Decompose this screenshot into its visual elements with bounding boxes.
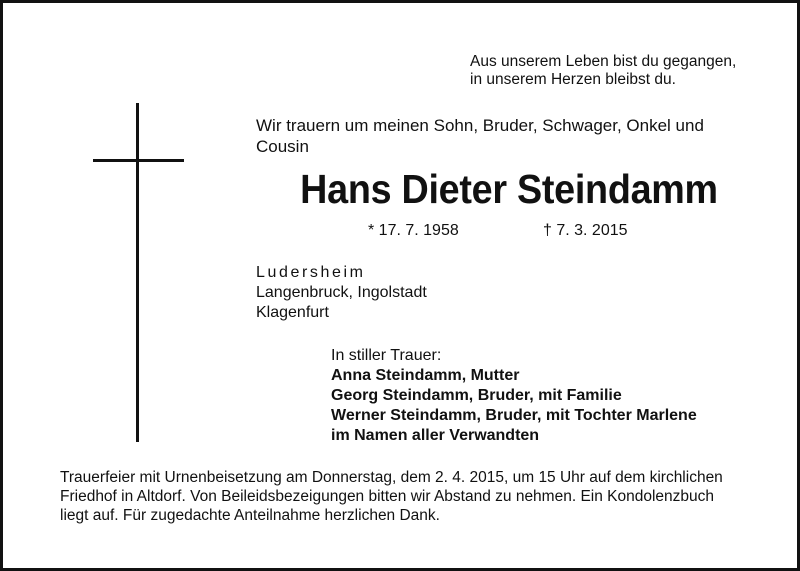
motto (470, 53, 736, 89)
funeral-notice-line-1: Trauerfeier mit Urnenbeisetzung am Donnerstag, dem 2. 4. 2015, um 15 Uhr auf dem kirchlichen (60, 469, 723, 486)
place-item: Klagenfurt (256, 304, 329, 321)
places-list (256, 263, 427, 323)
mourner-name: Werner Steindamm, Bruder, mit Tochter Marlene (331, 407, 697, 424)
funeral-notice-line-2: Friedhof in Altdorf. Von Beileidsbezeigungen bitten wir Abstand zu nehmen. Ein Kondolenzbuch (60, 488, 715, 505)
birth-date: * 17. 7. 1958 (368, 222, 459, 239)
intro-line-2: Cousin (256, 137, 309, 156)
mourners-heading: In stiller Trauer: (331, 347, 442, 364)
deceased-name: Hans Dieter Steindamm (300, 166, 718, 212)
cross-vertical-bar (136, 103, 139, 442)
cross-horizontal-bar (93, 159, 184, 162)
funeral-notice-line-3: liegt auf. Für zugedachte Anteilnahme herzlichen Dank. (60, 507, 440, 524)
motto-line-2: in unserem Herzen bleibst du. (470, 71, 676, 88)
place-item: Langenbruck, Ingolstadt (256, 284, 427, 301)
intro-text (256, 115, 756, 157)
mourner-name: im Namen aller Verwandten (331, 427, 540, 444)
mourners-block (331, 346, 697, 446)
place-item: Ludersheim (256, 264, 366, 281)
mourner-name: Georg Steindamm, Bruder, mit Familie (331, 387, 622, 404)
motto-line-1: Aus unserem Leben bist du gegangen, (470, 53, 737, 70)
mourner-name: Anna Steindamm, Mutter (331, 367, 520, 384)
funeral-notice (60, 468, 760, 525)
death-date: † 7. 3. 2015 (543, 222, 628, 239)
intro-line-1: Wir trauern um meinen Sohn, Bruder, Schwager, Onkel und (256, 116, 704, 135)
